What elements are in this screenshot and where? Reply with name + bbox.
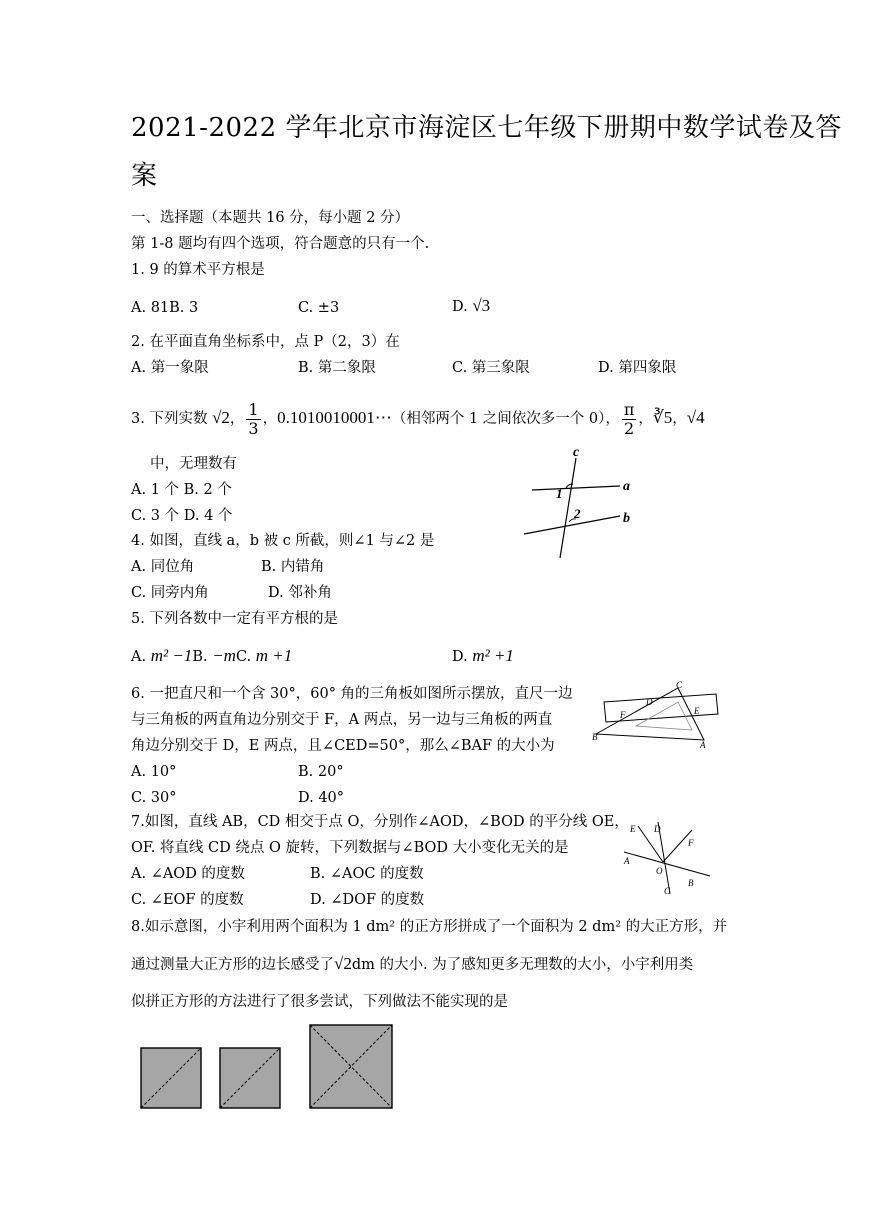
q3-pi-den: 2 [624,418,635,438]
q5-c-label: C. [235,649,256,665]
q3-sqrt2: √2 [212,408,230,427]
instruction: 第 1-8 题均有四个选项，符合题意的只有一个. [131,236,430,252]
q3-sqrt4: √4 [686,408,705,427]
q2-option-a: A. 第一象限 [131,360,209,376]
q3-pi-fraction [622,401,637,438]
q7-figure [620,818,720,898]
q6-label-c: C [676,680,683,690]
q4-label-1: 1 [556,486,563,501]
page-title-line1: 2021-2022 学年北京市海淀区七年级下册期中数学试卷及答 [131,113,842,143]
q6-label-b: B [592,732,598,742]
q6-label-d: D [646,697,653,707]
q4-figure [516,446,636,561]
q5-b-math: −m [212,646,236,665]
q3-prefix: 3. 下列实数 [131,411,208,427]
q2-stem: 2. 在平面直角坐标系中，点 P（2，3）在 [131,334,400,350]
q6-option-d: D. 40° [298,790,345,806]
q7-label-e: E [630,824,636,834]
q4-label-c: c [573,445,580,460]
q6-label-f: F [620,710,626,720]
q6-label-e: E [694,706,700,716]
q3-options-cd: C. 3 个 D. 4 个 [131,508,233,524]
q8-line2-b: dm 的大小. 为了感知更多无理数的大小，小宇利用类 [351,957,694,973]
q6-option-a: A. 10° [131,764,177,780]
q4-label-2: 2 [574,506,581,521]
page-title-line2: 案 [131,161,158,191]
q6-line1: 6. 一把直尺和一个含 30°，60° 角的三角板如图所示摆放，直尺一边 [131,686,573,702]
q4-label-a: a [623,479,630,494]
q7-label-c: C [664,886,671,896]
q5-c-math: m +1 [255,646,293,665]
q7-line2: OF. 将直线 CD 绕点 O 旋转，下列数据与∠BOD 大小变化无关的是 [131,840,569,856]
q7-option-b: B. ∠AOC 的度数 [310,866,424,882]
q4-line-b [524,516,620,534]
q8-line3: 似拼正方形的方法进行了很多尝试，下列做法不能实现的是 [131,994,508,1010]
q6-line2: 与三角板的两直角边分别交于 F，A 两点，另一边与三角板的两直 [131,712,553,728]
q3-line2: 中，无理数有 [150,456,237,472]
q8-sqrt2: √2 [334,954,352,973]
q3-fraction [246,401,260,438]
q7-line1: 7.如图，直线 AB，CD 相交于点 O，分别作∠AOD，∠BOD 的平分线 OE， [131,814,629,830]
q1-option-d [452,296,490,317]
q6-line3: 角边分别交于 D，E 两点，且∠CED=50°，那么∠BAF 的大小为 [131,738,555,754]
q7-option-d: D. ∠DOF 的度数 [310,892,425,908]
q7-option-c: C. ∠EOF 的度数 [131,892,244,908]
q1-option-ab: A. 81B. 3 [131,300,199,316]
q4-line-a [532,486,620,490]
q6-option-b: B. 20° [298,764,344,780]
q5-a-label: A. [131,649,151,665]
q2-option-c: C. 第三象限 [452,360,530,376]
q4-option-a: A. 同位角 [131,559,195,575]
q8-line2 [131,954,693,975]
q3-paren: （相邻两个 1 之间依次多一个 0） [391,411,606,427]
q2-option-b: B. 第二象限 [298,360,376,376]
q5-a-math: m² −1 [150,646,193,665]
q3-frac-num: 1 [248,399,259,419]
q3-pi-num: π [623,399,635,419]
q5-d-math: m² +1 [472,646,514,665]
q6-label-a: A [700,740,706,750]
q7-label-a: A [624,856,630,866]
q7-label-d: D [654,824,661,834]
q3-decimal: 0.1010010001⋯ [277,408,392,427]
q3-frac-den: 3 [248,418,259,438]
q4-option-b: B. 内错角 [261,559,325,575]
q6-option-c: C. 30° [131,790,177,806]
q6-figure [592,680,726,750]
q7-label-o: O [656,866,663,876]
q7-option-a: A. ∠AOD 的度数 [131,866,245,882]
q8-figure [140,1023,400,1113]
q1-stem: 1. 9 的算术平方根是 [131,262,265,278]
q5-b-label: B. [192,649,213,665]
q7-label-f: F [688,838,694,848]
q4-option-c: C. 同旁内角 [131,585,209,601]
section-heading: 一、选择题（本题共 16 分，每小题 2 分） [131,210,410,226]
q8-line2-a: 通过测量大正方形的边长感受了 [131,957,334,973]
q5-option-d [452,646,514,667]
q4-label-b: b [623,511,630,526]
q1-option-d-math: √3 [472,296,491,315]
q1-option-c: C. ±3 [298,300,340,316]
q4-option-d: D. 邻补角 [268,585,332,601]
q7-line-ab [624,852,710,876]
q8-line1: 8.如示意图，小宇利用两个面积为 1 dm² 的正方形拼成了一个面积为 2 dm² 的大正方形，并 [131,919,728,935]
q3-options-ab: A. 1 个 B. 2 个 [131,482,232,498]
q5-stem: 5. 下列各数中一定有平方根的是 [131,611,338,627]
q5-d-label: D. [452,649,473,665]
q3-stem: 3. 下列实数 √2， $\frac{1}{3}$ ，0.1010010001⋯（相邻两个 1 之间依次多一个 0）， $\frac{\pi}{2}$ ，∛5，√4 [131,399,705,438]
q5-options-abc [131,646,292,667]
q2-option-d: D. 第四象限 [598,360,677,376]
q4-stem: 4. 如图，直线 a，b 被 c 所截，则∠1 与∠2 是 [131,533,435,549]
q7-label-b: B [688,878,694,888]
q3-cube-root: ∛5 [652,408,673,427]
q1-option-d-label: D. [452,299,473,315]
